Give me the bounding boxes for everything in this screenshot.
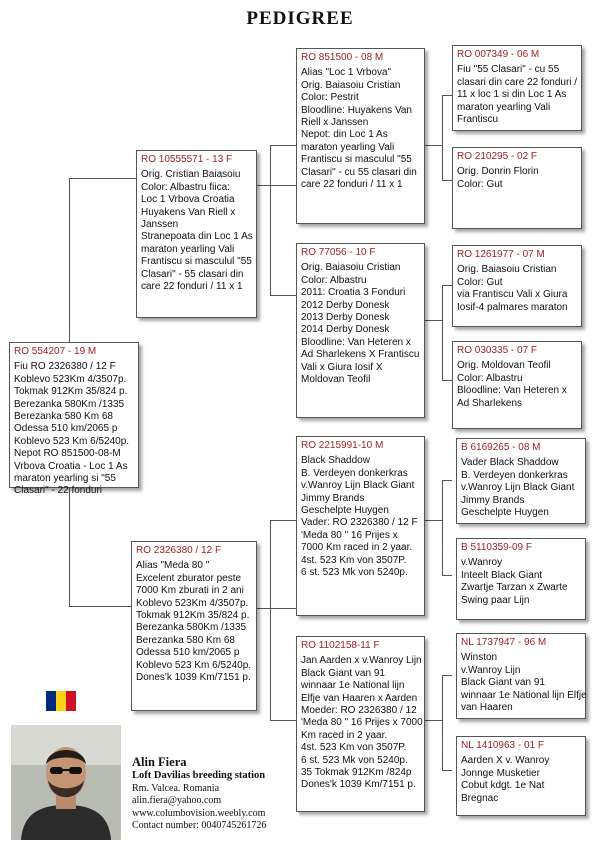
flag-stripe bbox=[46, 691, 56, 711]
connector bbox=[442, 95, 452, 96]
pedigree-line: clasari din care 22 fonduri / bbox=[457, 76, 578, 88]
pedigree-line: Jonnge Musketier bbox=[461, 767, 540, 779]
pedigree-line: Clasari" - 55 clasari din bbox=[141, 268, 244, 280]
pedigree-line: Black Giant van 91 bbox=[461, 677, 545, 689]
owner-info bbox=[132, 755, 266, 833]
pedigree-line: Huyakens Van Riell x bbox=[141, 206, 236, 218]
pedigree-line: Stranepoata din Loc 1 As bbox=[141, 231, 253, 243]
pedigree-line: 4st. 523 Km von 3507P. bbox=[301, 554, 407, 566]
pedigree-line: Ad Sharlekens X Frantiscu bbox=[301, 349, 420, 361]
pedigree-line: Inteelt Black Giant bbox=[461, 569, 543, 581]
subject-pigeon-card bbox=[9, 342, 139, 497]
pedigree-line: Bloodline: Van Heteren x bbox=[457, 385, 567, 397]
pedigree-line: Geschelpte Huygen bbox=[461, 507, 549, 519]
pedigree-line: Zwartje Tarzan x Zwarte bbox=[461, 582, 568, 594]
connector bbox=[270, 520, 271, 720]
pedigree-line: Berezanka 580Km /1335 bbox=[136, 622, 247, 634]
connector bbox=[270, 520, 296, 521]
owner-station: Loft Davilias breeding station bbox=[132, 770, 266, 781]
pedigree-line: Janssen bbox=[141, 219, 179, 231]
pedigree-line: Clasari" - 22 fonduri bbox=[14, 485, 103, 497]
ring-number: RO 1261977 - 07 M bbox=[457, 249, 545, 260]
pedigree-line: Bloodline: Huyakens Van bbox=[301, 104, 412, 116]
pedigree-line: Jimmy Brands bbox=[301, 492, 365, 504]
pedigree-line: Riell x Janssen bbox=[301, 117, 369, 129]
pedigree-line: v.Wanroy Lijn bbox=[461, 664, 521, 676]
connector bbox=[442, 380, 452, 381]
ring-number: RO 2326380 / 12 F bbox=[136, 545, 222, 556]
pedigree-line: winnaar 1e National lijn bbox=[301, 680, 405, 692]
pedigree-line: B. Verdeyen donkerkras bbox=[301, 467, 408, 479]
pedigree-line: Frantiscu bbox=[457, 114, 499, 126]
ring-number: RO 030335 - 07 F bbox=[457, 345, 538, 356]
connector bbox=[442, 95, 443, 180]
pedigree-line: Color: Albastru bbox=[301, 274, 367, 286]
pedigree-line: 7000 Km zburati in 2 ani bbox=[136, 585, 244, 597]
pedigree-line: Moeder: RO 2326380 / 12 bbox=[301, 705, 417, 717]
connector bbox=[442, 285, 443, 380]
pedigree-line: Swing paar Lijn bbox=[461, 594, 530, 606]
pedigree-line: Bregnac bbox=[461, 792, 499, 804]
pedigree-line: Odessa 510 km/2065 p bbox=[14, 423, 118, 435]
ring-number: B 6169265 - 08 M bbox=[461, 442, 541, 453]
pedigree-line: 2014 Derby Donesk bbox=[301, 324, 390, 336]
pedigree-line: v.Wanroy Lijn Black Giant bbox=[301, 480, 415, 492]
pedigree-line: Orig. Baiasoiu Cristian bbox=[301, 79, 401, 91]
pedigree-line: 2011: Croatia 3 Fonduri bbox=[301, 287, 406, 299]
pedigree-line: Fiu RO 2326380 / 12 F bbox=[14, 361, 116, 373]
pedigree-line: Cobut kdgt. 1e Nat bbox=[461, 780, 545, 792]
flag-stripe bbox=[56, 691, 66, 711]
connector bbox=[257, 185, 296, 186]
page-title: PEDIGREE bbox=[246, 8, 354, 29]
pedigree-line: Berezanka 580Km /1335 bbox=[14, 398, 125, 410]
pedigree-line: v.Wanroy Lijn Black Giant bbox=[461, 482, 575, 494]
pedigree-line: via Frantiscu Vali x Giura bbox=[457, 289, 568, 301]
pedigree-line: care 22 fonduri / 11 x 1 bbox=[141, 281, 243, 293]
pedigree-line: Vrbova Croatia - Loc 1 As bbox=[14, 460, 128, 472]
pedigree-line: Color: Gut bbox=[457, 178, 503, 190]
pedigree-line: maraton yearling si "55 bbox=[14, 473, 116, 485]
pedigree-line: care 22 fonduri / 11 x 1 bbox=[301, 179, 403, 191]
pedigree-line: 11 x loc 1 si din Loc 1 As bbox=[457, 89, 567, 101]
pedigree-line: Berezanka 580 Km 68 bbox=[136, 634, 235, 646]
dam-dam-dam-card bbox=[456, 736, 586, 816]
pedigree-line: 4st. 523 Km von 3507P. bbox=[301, 742, 407, 754]
pedigree-line: Koblevo 523Km 4/3507p. bbox=[136, 597, 249, 609]
pedigree-line: 6 st. 523 Mk von 5240p. bbox=[301, 754, 408, 766]
pedigree-line: 'Meda 80 " 16 Prijes x 7000 bbox=[301, 717, 423, 729]
sire-dam-card bbox=[296, 243, 425, 418]
person-avatar-icon bbox=[11, 725, 121, 840]
ring-number: RO 210295 - 02 F bbox=[457, 151, 538, 162]
pedigree-line: 35 Tokmak 912Km /824p bbox=[301, 767, 412, 779]
pedigree-line: Vader: RO 2326380 / 12 F bbox=[301, 517, 418, 529]
owner-contact: Contact number: 0040745261726 bbox=[132, 820, 267, 831]
connector bbox=[69, 178, 70, 342]
sire-sire-sire-card bbox=[452, 45, 582, 131]
dam-dam-sire-card bbox=[456, 633, 586, 719]
owner-photo bbox=[11, 725, 121, 840]
pedigree-line: Aarden X v. Wanroy bbox=[461, 755, 550, 767]
dam-dam-card bbox=[296, 636, 425, 812]
ring-number: NL 1410963 - 01 F bbox=[461, 740, 545, 751]
pedigree-line: Color: Albastru bbox=[457, 372, 523, 384]
pedigree-line: Fiu "55 Clasari" - cu 55 bbox=[457, 64, 560, 76]
connector bbox=[425, 320, 442, 321]
pedigree-line: Black Shaddow bbox=[301, 455, 370, 467]
pedigree-line: Dones'k 1039 Km/7151 p. bbox=[301, 779, 416, 791]
ring-number: RO 10555571 - 13 F bbox=[141, 154, 233, 165]
dam-sire-dam-card bbox=[456, 538, 586, 620]
ring-number: RO 1102158-11 F bbox=[301, 640, 380, 651]
connector bbox=[270, 145, 296, 146]
connector bbox=[257, 608, 296, 609]
connector bbox=[442, 180, 452, 181]
sire-dam-dam-card bbox=[452, 341, 582, 429]
ring-number: NL 1737947 - 96 M bbox=[461, 637, 547, 648]
pedigree-line: Color: Pestrit bbox=[301, 92, 359, 104]
connector bbox=[270, 295, 296, 296]
pedigree-line: Km raced in 2 yaar. bbox=[301, 729, 388, 741]
pedigree-line: Winston bbox=[461, 652, 498, 664]
connector bbox=[442, 575, 452, 576]
pedigree-line: winnaar 1e National lijn Elfje bbox=[461, 689, 587, 701]
pedigree-line: Color: Gut bbox=[457, 276, 503, 288]
pedigree-line: Clasari" - cu 55 clasari din bbox=[301, 166, 417, 178]
pedigree-line: van Haaren bbox=[461, 702, 513, 714]
pedigree-line: B. Verdeyen donkerkras bbox=[461, 469, 568, 481]
pedigree-line: Jimmy Brands bbox=[461, 494, 525, 506]
pedigree-line: Tokmak 912Km 35/824 p. bbox=[136, 610, 250, 622]
connector bbox=[442, 480, 443, 575]
connector bbox=[442, 675, 443, 770]
romania-flag-icon bbox=[46, 691, 76, 711]
connector bbox=[69, 606, 136, 607]
flag-stripe bbox=[66, 691, 76, 711]
pedigree-line: 2012 Derby Donesk bbox=[301, 299, 390, 311]
owner-email[interactable]: alin.fiera@yahoo.com bbox=[132, 795, 222, 806]
pedigree-line: Koblevo 523 Km 6/5240p. bbox=[136, 659, 252, 671]
dam-card bbox=[131, 541, 257, 711]
connector bbox=[270, 145, 271, 295]
ring-number: RO 851500 - 08 M bbox=[301, 52, 384, 63]
pedigree-line: Koblevo 523 Km 6/5240p. bbox=[14, 435, 130, 447]
pedigree-line: Loc 1 Vrbova Croatia bbox=[141, 194, 235, 206]
connector bbox=[270, 720, 296, 721]
connector bbox=[442, 675, 452, 676]
owner-website[interactable]: www.columbovision.weebly.com bbox=[132, 807, 266, 819]
pedigree-line: Ad Sharlekens bbox=[457, 397, 523, 409]
connector bbox=[442, 285, 452, 286]
dam-sire-card bbox=[296, 436, 425, 616]
owner-location: Rm. Valcea. Romania bbox=[132, 782, 220, 794]
connector bbox=[442, 480, 452, 481]
pedigree-line: 6 st. 523 Mk von 5240p. bbox=[301, 567, 408, 579]
pedigree-line: maraton yearling Vali bbox=[141, 243, 235, 255]
connector bbox=[442, 770, 452, 771]
pedigree-line: Geschelpte Huygen bbox=[301, 505, 389, 517]
pedigree-line: Berezanka 580 Km 68 bbox=[14, 411, 113, 423]
pedigree-line: Koblevo 523Km 4/3507p. bbox=[14, 373, 127, 385]
pedigree-line: Vader Black Shaddow bbox=[461, 457, 559, 469]
sire-sire-dam-card bbox=[452, 147, 582, 229]
pedigree-line: Orig. Cristian Baiasoiu bbox=[141, 169, 241, 181]
pedigree-line: Nepot: din Loc 1 As bbox=[301, 129, 388, 141]
pedigree-line: Frantiscu si masculul "55 bbox=[141, 256, 252, 268]
pedigree-line: Orig. Donrin Florin bbox=[457, 166, 539, 178]
pedigree-line: Vali x Giura Iosif X bbox=[301, 361, 383, 373]
pedigree-line: Alias "Meda 80 " bbox=[136, 560, 210, 572]
connector bbox=[69, 178, 136, 179]
pedigree-line: Nepot RO 851500-08-M bbox=[14, 448, 121, 460]
owner-name: Alin Fiera bbox=[132, 755, 187, 769]
pedigree-line: 'Meda 80 " 16 Prijes x bbox=[301, 529, 398, 541]
pedigree-line: Elfje van Haaren x Aarden bbox=[301, 692, 418, 704]
pedigree-line: 7000 Km raced in 2 yaar. bbox=[301, 542, 413, 554]
dam-sire-sire-card bbox=[456, 438, 586, 524]
pedigree-line: Odessa 510 km/2065 p bbox=[136, 647, 240, 659]
pedigree-line: Orig. Baiasoiu Cristian bbox=[301, 262, 401, 274]
pedigree-line: v.Wanroy bbox=[461, 557, 503, 569]
connector bbox=[425, 145, 442, 146]
sire-sire-card bbox=[296, 48, 425, 224]
ring-number: B 5110359-09 F bbox=[461, 542, 532, 553]
ring-number: RO 554207 - 19 M bbox=[14, 346, 97, 357]
connector bbox=[425, 520, 442, 521]
pedigree-line: Color: Albastru fiica: bbox=[141, 181, 230, 193]
pedigree-line: Alias "Loc 1 Vrbova" bbox=[301, 67, 392, 79]
pedigree-line: maraton yearling Vali bbox=[457, 101, 551, 113]
pedigree-line: Bloodline: Van Heteren x bbox=[301, 336, 411, 348]
pedigree-line: Orig. Moldovan Teofil bbox=[457, 360, 551, 372]
connector bbox=[69, 546, 70, 606]
ring-number: RO 007349 - 06 M bbox=[457, 49, 540, 60]
pedigree-line: Iosif-4 palmares maraton bbox=[457, 301, 568, 313]
ring-number: RO 2215991-10 M bbox=[301, 440, 384, 451]
connector bbox=[425, 720, 442, 721]
sire-card bbox=[136, 150, 257, 318]
pedigree-line: Black Giant van 91 bbox=[301, 667, 385, 679]
pedigree-line: Dones'k 1039 Km/7151 p. bbox=[136, 672, 251, 684]
pedigree-line: Jan Aarden x v.Wanroy Lijn bbox=[301, 655, 422, 667]
pedigree-line: maraton yearling Vali bbox=[301, 141, 395, 153]
pedigree-line: Orig. Baiasoiu Cristian bbox=[457, 264, 557, 276]
pedigree-line: Moldovan Teofil bbox=[301, 374, 371, 386]
pedigree-line: Excelent zburator peste bbox=[136, 572, 242, 584]
sire-dam-sire-card bbox=[452, 245, 582, 327]
ring-number: RO 77056 - 10 F bbox=[301, 247, 376, 258]
pedigree-line: 2013 Derby Donesk bbox=[301, 312, 390, 324]
pedigree-line: Tokmak 912Km 35/824 p. bbox=[14, 386, 128, 398]
pedigree-line: Frantiscu si masculul "55 bbox=[301, 154, 412, 166]
